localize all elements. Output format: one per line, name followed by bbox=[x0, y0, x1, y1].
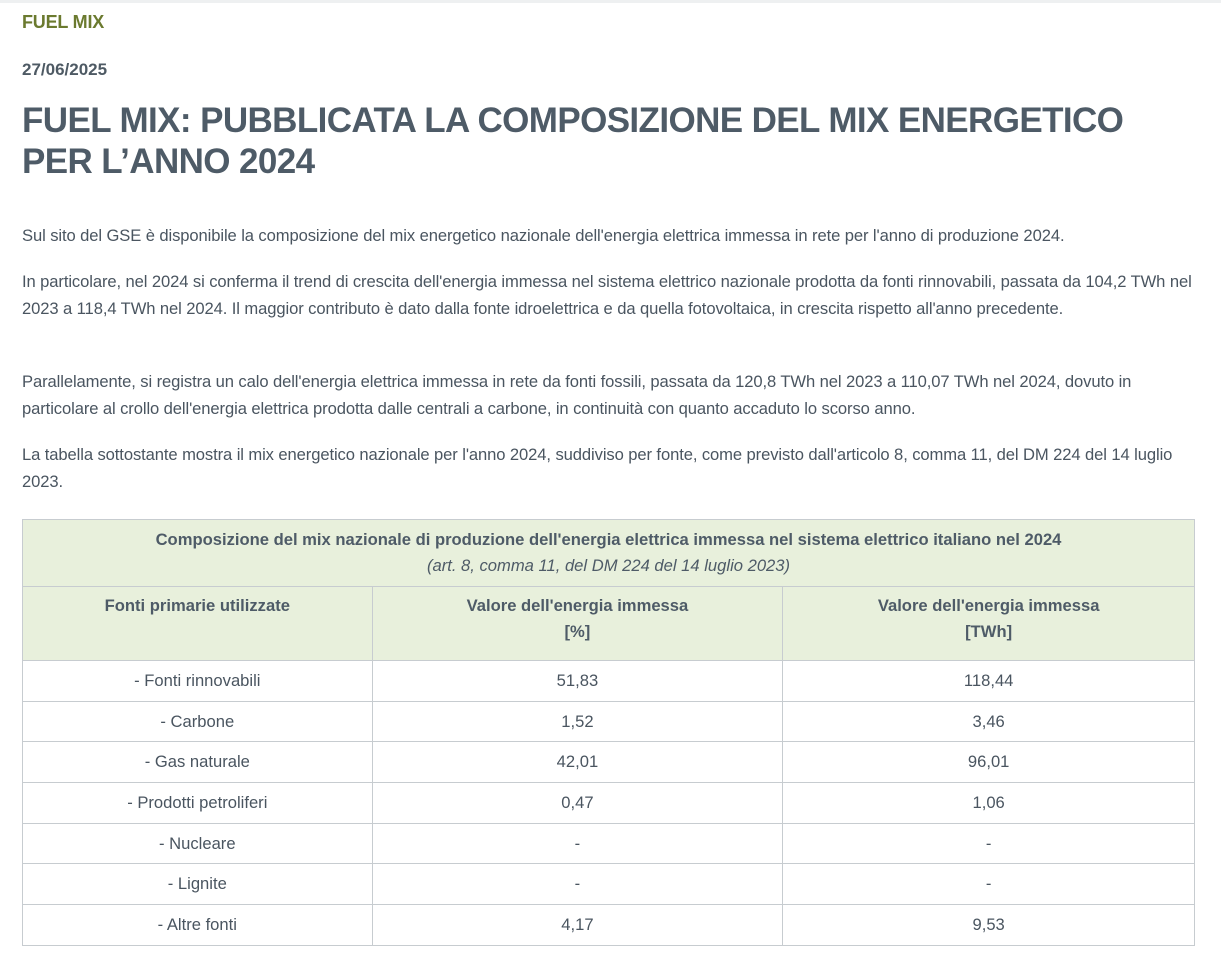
paragraph-renewables: In particolare, nel 2024 si conferma il trend di crescita dell'energia immessa nel sistema elettrico nazionale prodotta da fonti rinnovabili, passata da 104,2 TWh nel 2023 a 118,4 TWh nel 2024. Il maggior contributo è dato dalla fonte idroelettrica e da quella fotovoltaica, in crescita rispetto all'anno precedente. bbox=[22, 272, 1192, 318]
cell-twh: - bbox=[783, 864, 1195, 905]
cell-twh: - bbox=[783, 823, 1195, 864]
column-header-percent bbox=[372, 587, 783, 661]
column-header-percent-label: Valore dell'energia immessa bbox=[466, 596, 689, 615]
cell-percent: 51,83 bbox=[372, 661, 783, 702]
column-header-percent-unit: [%] bbox=[564, 622, 591, 641]
column-header-twh-unit: [TWh] bbox=[965, 622, 1013, 641]
article-date: 27/06/2025 bbox=[22, 60, 108, 79]
column-header-source-label: Fonti primarie utilizzate bbox=[104, 596, 290, 615]
table-caption-subtitle: (art. 8, comma 11, del DM 224 del 14 luglio 2023) bbox=[426, 556, 791, 575]
cell-percent: 42,01 bbox=[372, 742, 783, 783]
cell-source: - Fonti rinnovabili bbox=[23, 661, 373, 702]
table-row bbox=[23, 701, 1195, 742]
table-caption-row bbox=[23, 520, 1195, 587]
cell-source: - Prodotti petroliferi bbox=[23, 783, 373, 824]
cell-source: - Lignite bbox=[23, 864, 373, 905]
fuel-mix-table bbox=[22, 519, 1195, 946]
cell-percent: 4,17 bbox=[372, 905, 783, 946]
cell-twh: 118,44 bbox=[783, 661, 1195, 702]
cell-source: - Nucleare bbox=[23, 823, 373, 864]
column-header-source bbox=[23, 587, 373, 661]
page-title: FUEL MIX: PUBBLICATA LA COMPOSIZIONE DEL MIX ENERGETICO PER L’ANNO 2024 bbox=[22, 101, 1124, 181]
table-row bbox=[23, 742, 1195, 783]
column-header-twh bbox=[783, 587, 1195, 661]
table-caption bbox=[23, 520, 1195, 587]
table-row bbox=[23, 823, 1195, 864]
cell-percent: 1,52 bbox=[372, 701, 783, 742]
paragraph-fossil: Parallelamente, si registra un calo dell'energia elettrica immessa in rete da fonti fossili, passata da 120,8 TWh nel 2023 a 110,07 TWh nel 2024, dovuto in particolare al crollo dell'energia elettrica prodotta dalle centrali a carbone, in continuità con quanto accaduto lo scorso anno. bbox=[22, 372, 1132, 418]
cell-percent: - bbox=[372, 864, 783, 905]
table-caption-title: Composizione del mix nazionale di produzione dell'energia elettrica immessa nel sistema elettrico italiano nel 2024 bbox=[155, 530, 1062, 549]
table-row bbox=[23, 783, 1195, 824]
cell-source: - Altre fonti bbox=[23, 905, 373, 946]
cell-source: - Gas naturale bbox=[23, 742, 373, 783]
top-divider bbox=[0, 0, 1221, 3]
table-header-row bbox=[23, 587, 1195, 661]
cell-percent: 0,47 bbox=[372, 783, 783, 824]
paragraph-table-intro: La tabella sottostante mostra il mix energetico nazionale per l'anno 2024, suddiviso per fonte, come previsto dall'articolo 8, comma 11, del DM 224 del 14 luglio 2023. bbox=[22, 445, 1173, 491]
category-label[interactable]: FUEL MIX bbox=[22, 12, 105, 32]
cell-twh: 3,46 bbox=[783, 701, 1195, 742]
table-row bbox=[23, 864, 1195, 905]
cell-source: - Carbone bbox=[23, 701, 373, 742]
paragraph-intro: Sul sito del GSE è disponibile la composizione del mix energetico nazionale dell'energia elettrica immessa in rete per l'anno di produzione 2024. bbox=[22, 226, 1065, 245]
cell-twh: 9,53 bbox=[783, 905, 1195, 946]
cell-twh: 1,06 bbox=[783, 783, 1195, 824]
table-row bbox=[23, 661, 1195, 702]
column-header-twh-label: Valore dell'energia immessa bbox=[877, 596, 1100, 615]
cell-twh: 96,01 bbox=[783, 742, 1195, 783]
cell-percent: - bbox=[372, 823, 783, 864]
table-row bbox=[23, 905, 1195, 946]
